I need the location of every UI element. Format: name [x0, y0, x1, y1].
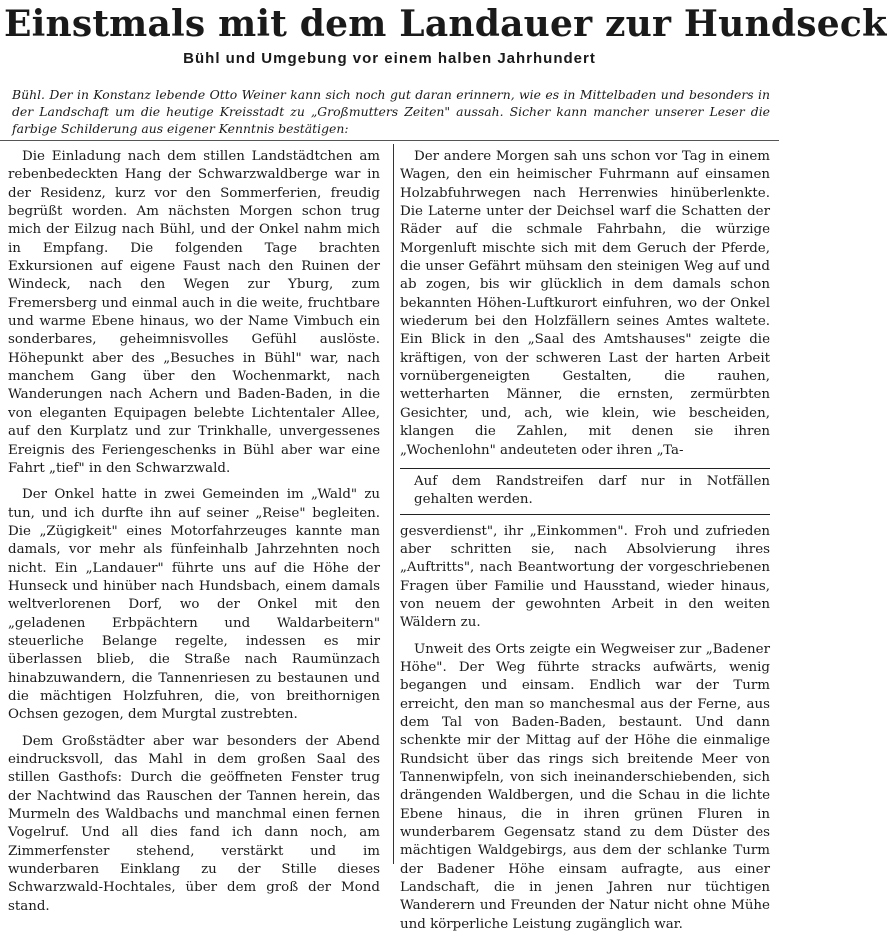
paragraph: Die Einladung nach dem stillen Landstädtchen am rebenbedeckten Hang der Schwarzwaldberge war in der Residenz, kurz vor den Sommerferien, freudig begrüßt worden. Am nächsten Morgen schon trug mich der Eilzug nach Bühl, und der Onkel nahm mich in Empfang. Die folgenden Tage brachten Exkursionen auf eigene Faust nach den Ruinen der Windeck, nach den Wegen zur Yburg, zum Fremersberg und einmal auch in die weite, fruchtbare und warme Ebene hinaus, wo der Name Vimbuch ein sonderbares, geheimnisvolles Gefühl auslöste. Höhepunkt aber des „Besuches in Bühl" war, nach manchem Gang über den Wochenmarkt, nach Wanderungen nach Achern und Baden-Baden, in die von eleganten Equipagen belebte Lichtentaler Allee, auf den Kurplatz und zur Trinkhalle, unvergessenes Ereignis des Feriengeschenks in Bühl aber war eine Fahrt „tief" in den Schwarzwald.	[8, 149, 380, 476]
paragraph: Der Onkel hatte in zwei Gemeinden im „Wald" zu tun, und ich durfte ihn auf seiner „Reise" begleiten. Die „Zügigkeit" eines Motorfahrzeuges kannte man damals, vor mehr als fünfeinhalb Jahrzehnten noch nicht. Ein „Landauer" führte uns auf die Höhe der Hunseck und hinüber nach Hundsbach, einem damals weltverlorenen Dorf, wo der Onkel mit den „geladenen Erbpächtern und Waldarbeitern" steuerliche Belange regelte, indessen es mir überlassen blieb, die Straße nach Raumünzach hinabzuwandern, die Tannenriesen zu bestaunen und die mächtigen Holzfuhren, die, von breithornigen Ochsen gezogen, dem Murgtal zustrebten.	[8, 487, 380, 723]
notice-box: Auf dem Randstreifen darf nur in Notfällen gehalten werden.	[400, 468, 770, 515]
subheadline: Bühl und Umgebung vor einem halben Jahrhundert	[183, 50, 596, 67]
paragraph: Der andere Morgen sah uns schon vor Tag in einem Wagen, den ein heimischer Fuhrmann auf einsamen Holzabfuhrwegen nach Herrenwies hinüberlenkte. Die Laterne unter der Deichsel warf die Schatten der Räder auf die schmale Fahrbahn, die würzige Morgenluft mischte sich mit dem Geruch der Pferde, die unser Gefährt mühsam den steinigen Weg auf und ab zogen, bis wir glücklich in dem damals schon bekannten Höhen-Luftkurort einfuhren, wo der Onkel wiederum bei den Holzfällern seines Amtes waltete. Ein Blick in den „Saal des Amtshauses" zeigte die kräftigen, von der schweren Last der harten Arbeit vornübergeneigten Gestalten, die rauhen, wetterharten Männer, die ernsten, zermürbten Gesichter, und, ach, wie klein, wie bescheiden, klangen die Zahlen, mit denen sie ihren „Wochenlohn" andeuteten oder ihren „Ta-	[400, 149, 770, 458]
right-column	[400, 148, 770, 932]
column-divider	[393, 144, 394, 864]
headline: Einstmals mit dem Landauer zur Hundseck	[4, 3, 887, 45]
intro-paragraph: Bühl. Der in Konstanz lebende Otto Weiner kann sich noch gut daran erinnern, wie es in Mittelbaden und besonders in der Landschaft um die heutige Kreisstadt zu „Großmutters Zeiten" aussah. Sicher kann mancher unserer Leser die farbige Schilderung aus eigener Kenntnis bestätigen:	[12, 87, 770, 136]
header-divider	[0, 140, 779, 141]
paragraph: gesverdienst", ihr „Einkommen". Froh und zufrieden aber schritten sie, nach Absolvierung ihres „Auftritts", nach Beantwortung der vorgeschriebenen Fragen über Familie und Hausstand, wieder hinaus, von neuem der gewohnten Arbeit in den weiten Wäldern zu.	[400, 523, 770, 631]
left-column	[8, 148, 380, 914]
paragraph: Dem Großstädter aber war besonders der Abend eindrucksvoll, das Mahl in dem großen Saal des stillen Gasthofs: Durch die geöffneten Fenster trug der Nachtwind das Rauschen der Tannen herein, das Murmeln des Waldbachs und manchmal einen fernen Vogelruf. Und all dies fand ich dann noch, am Zimmerfenster stehend, verstärkt und im wunderbaren Einklang zu der Stille dieses Schwarzwald-Hochtales, über dem groß der Mond stand.	[8, 733, 380, 914]
paragraph: Unweit des Orts zeigte ein Wegweiser zur „Badener Höhe". Der Weg führte stracks aufwärts, wenig begangen und einsam. Endlich war der Turm erreicht, den man so manchesmal aus der Ferne, aus dem Tal von Baden-Baden, bestaunt. Und dann schenkte mir der Mittag auf der Höhe die einmalige Rundsicht über das rings sich breitende Meer von Tannenwipfeln, von sich ineinanderschiebenden, sich drängenden Waldbergen, und die Schau in die lichte Ebene hinaus, die in ihren grünen Fluren in wunderbarem Gegensatz stand zu dem Düster des mächtigen Waldgebirgs, aus dem der schlanke Turm der Badener Höhe einsam aufragte, aus einer Landschaft, die in jenen Jahren nur tüchtigen Wanderern und Freunden der Natur nicht ohne Mühe und körperliche Leistung zugänglich war.	[400, 641, 770, 932]
